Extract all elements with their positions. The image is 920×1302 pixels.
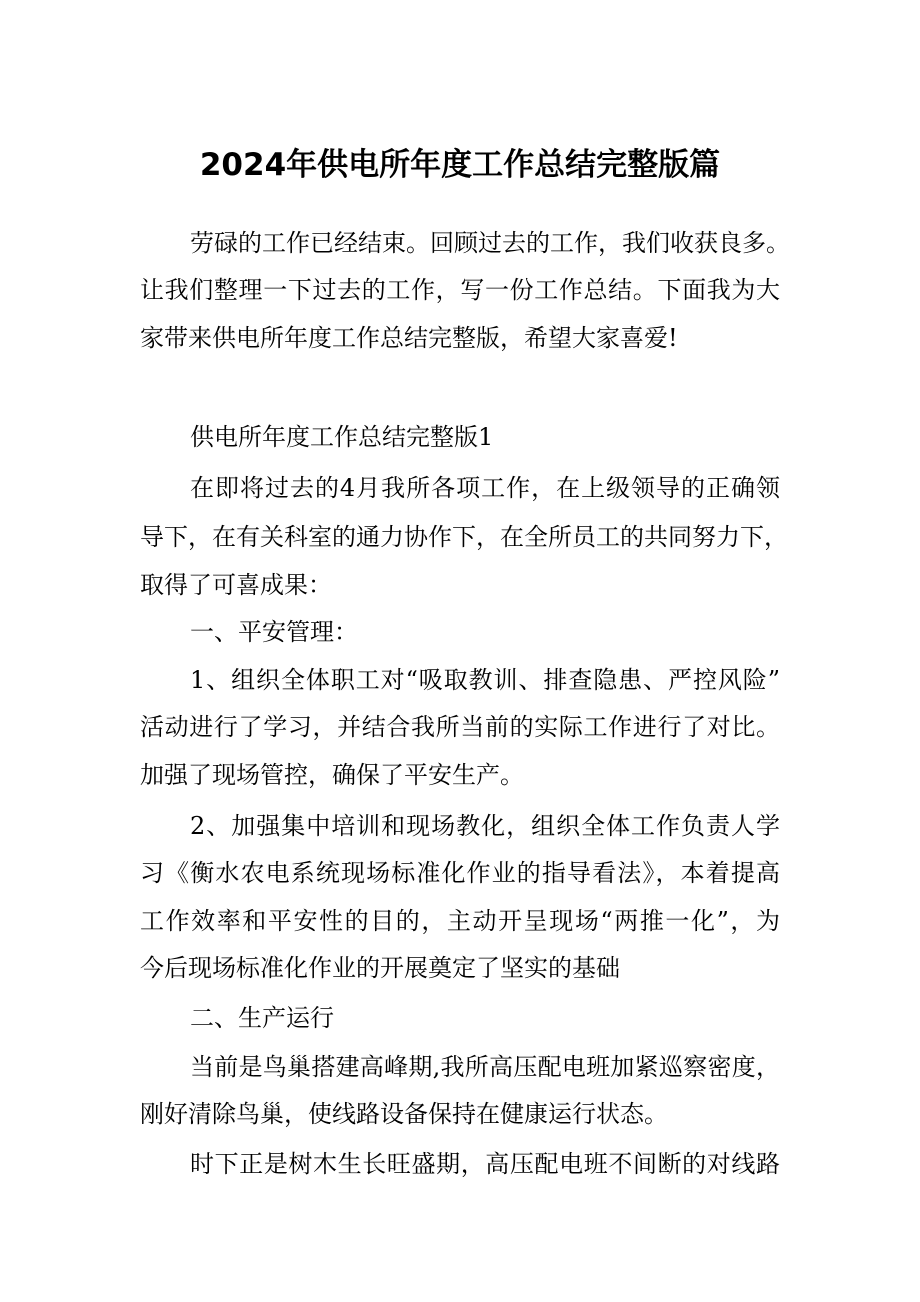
paragraph-line: 活动进行了学习，并结合我所当前的实际工作进行了对比。 bbox=[140, 713, 780, 741]
paragraph-line: 在即将过去的4月我所各项工作，在上级领导的正确领 bbox=[190, 474, 780, 502]
paragraph-line: 一、平安管理： bbox=[190, 618, 358, 646]
paragraph-line: 导下，在有关科室的通力协作下，在全所员工的共同努力下， bbox=[140, 523, 788, 551]
paragraph-line: 刚好清除鸟巢，使线路设备保持在健康运行状态。 bbox=[140, 1100, 668, 1128]
paragraph-line: 习《衡水农电系统现场标准化作业的指导看法》，本着提高 bbox=[140, 859, 780, 887]
paragraph-line: 今后现场标准化作业的开展奠定了坚实的基础 bbox=[140, 954, 620, 982]
paragraph-line: 家带来供电所年度工作总结完整版，希望大家喜爱! bbox=[140, 324, 678, 352]
paragraph-line: 时下正是树木生长旺盛期，高压配电班不间断的对线路 bbox=[190, 1150, 780, 1178]
paragraph-line: 加强了现场管控，确保了平安生产。 bbox=[140, 761, 524, 789]
paragraph-line: 让我们整理一下过去的工作，写一份工作总结。下面我为大 bbox=[140, 276, 780, 304]
paragraph-line: 2、加强集中培训和现场教化，组织全体工作负责人学 bbox=[190, 812, 780, 840]
paragraph-line: 取得了可喜成果： bbox=[140, 571, 332, 599]
paragraph-line: 工作效率和平安性的目的，主动开呈现场“两推一化”，为 bbox=[140, 907, 780, 935]
paragraph-line: 1、组织全体职工对“吸取教训、排查隐患、严控风险” bbox=[190, 666, 780, 694]
paragraph-line: 当前是鸟巢搭建高峰期,我所高压配电班加紧巡察密度， bbox=[190, 1053, 780, 1081]
paragraph-line: 二、生产运行 bbox=[190, 1004, 334, 1032]
paragraph-line: 劳碌的工作已经结束。回顾过去的工作，我们收获良多。 bbox=[190, 229, 790, 257]
document-title: 2024年供电所年度工作总结完整版篇 bbox=[199, 147, 721, 183]
paragraph-line: 供电所年度工作总结完整版1 bbox=[190, 423, 494, 451]
